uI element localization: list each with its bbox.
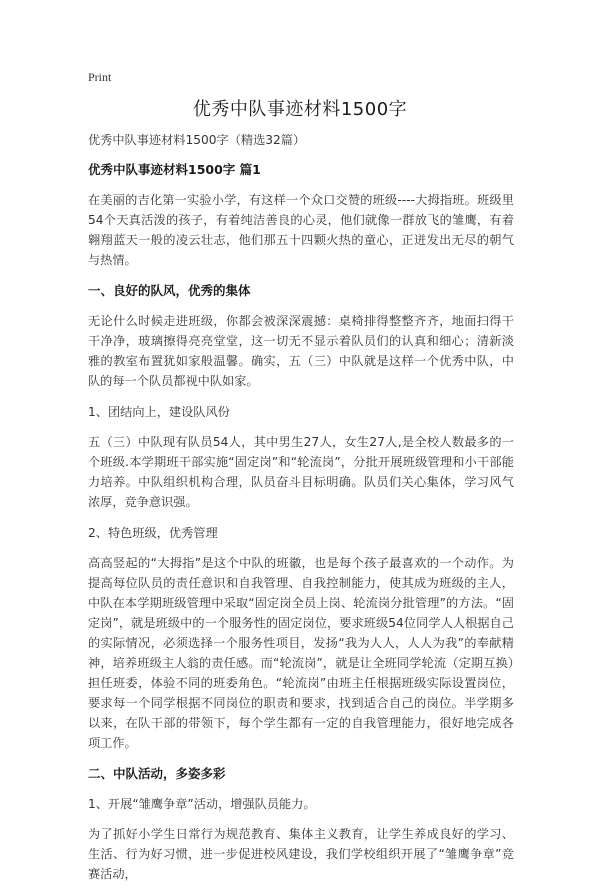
subsection-heading-1: 1、团结向上，建设队风份 <box>88 405 230 419</box>
subsection-3-paragraph: 为了抓好小学生日常行为规范教育、集体主义教育，让学生养成良好的学习、生活、行为好习惯，进一步促进校风建设，我们学校组织开展了“雏鹰争章”竞赛活动， <box>88 827 514 881</box>
subsection-heading-2: 2、特色班级，优秀管理 <box>88 526 218 540</box>
print-link[interactable]: Print <box>88 70 112 84</box>
article-heading: 优秀中队事迹材料1500字 篇1 <box>88 162 261 177</box>
section-1-paragraph: 无论什么时候走进班级，你都会被深深震撼：桌椅排得整整齐齐，地面扫得干干净净，玻璃擦得亮亮堂堂，这一切无不显示着队员们的认真和细心；清新淡雅的教室布置犹如家般温馨。确实，五（三）中队就是这样一个优秀中队，中队的每一个队员都视中队如家。 <box>88 314 514 388</box>
section-heading-1: 一、良好的队风，优秀的集体 <box>88 283 251 298</box>
intro-paragraph: 在美丽的吉化第一实验小学，有这样一个众口交赞的班级----大拇指班。班级里54个天真活泼的孩子，有着纯洁善良的心灵，他们就像一群放飞的雏鹰，有着翱翔蓝天一般的凌云壮志，他们那五十四颗火热的童心，正迸发出无尽的朝气与热情。 <box>88 193 514 267</box>
section-heading-2: 二、中队活动，多姿多彩 <box>88 766 226 781</box>
subsection-heading-3: 1、开展“雏鹰争章”活动，增强队员能力。 <box>88 797 316 811</box>
article-subtitle: 优秀中队事迹材料1500字（精选32篇） <box>88 133 306 147</box>
subsection-2-paragraph: 高高竖起的“大拇指”是这个中队的班徽，也是每个孩子最喜欢的一个动作。为提高每位队员的责任意识和自我管理、自我控制能力，使其成为班级的主人，中队在本学期班级管理中采取“固定岗全员上岗、轮流岗分批管理”的方法。“固定岗”，就是班级中的一个服务性的固定岗位，要求班级54位同学人人根据自己的实际情况，必须选择一个服务性项目，发扬“我为人人，人人为我”的奉献精神，培养班级主人翁的责任感。而“轮流岗”，就是让全班同学轮流（定期互换）担任班委，体验不同的班委角色。“轮流岗”由班主任根据班级实际设置岗位，要求每一个同学根据不同岗位的职责和要求，找到适合自己的岗位。半学期多以来，在队干部的带领下，每个学生都有一定的自我管理能力，很好地完成各项工作。 <box>88 556 514 750</box>
article-body <box>88 130 514 895</box>
page-title: 优秀中队事迹材料1500字 <box>192 99 408 120</box>
subsection-1-paragraph: 五（三）中队现有队员54人，其中男生27人，女生27人,是全校人数最多的一个班级.本学期班干部实施“固定岗”和“轮流岗”，分批开展班级管理和小干部能力培养。中队组织机构合理，队员奋斗目标明确。队员们关心集体，学习风气浓厚，竞争意识强。 <box>88 435 514 509</box>
